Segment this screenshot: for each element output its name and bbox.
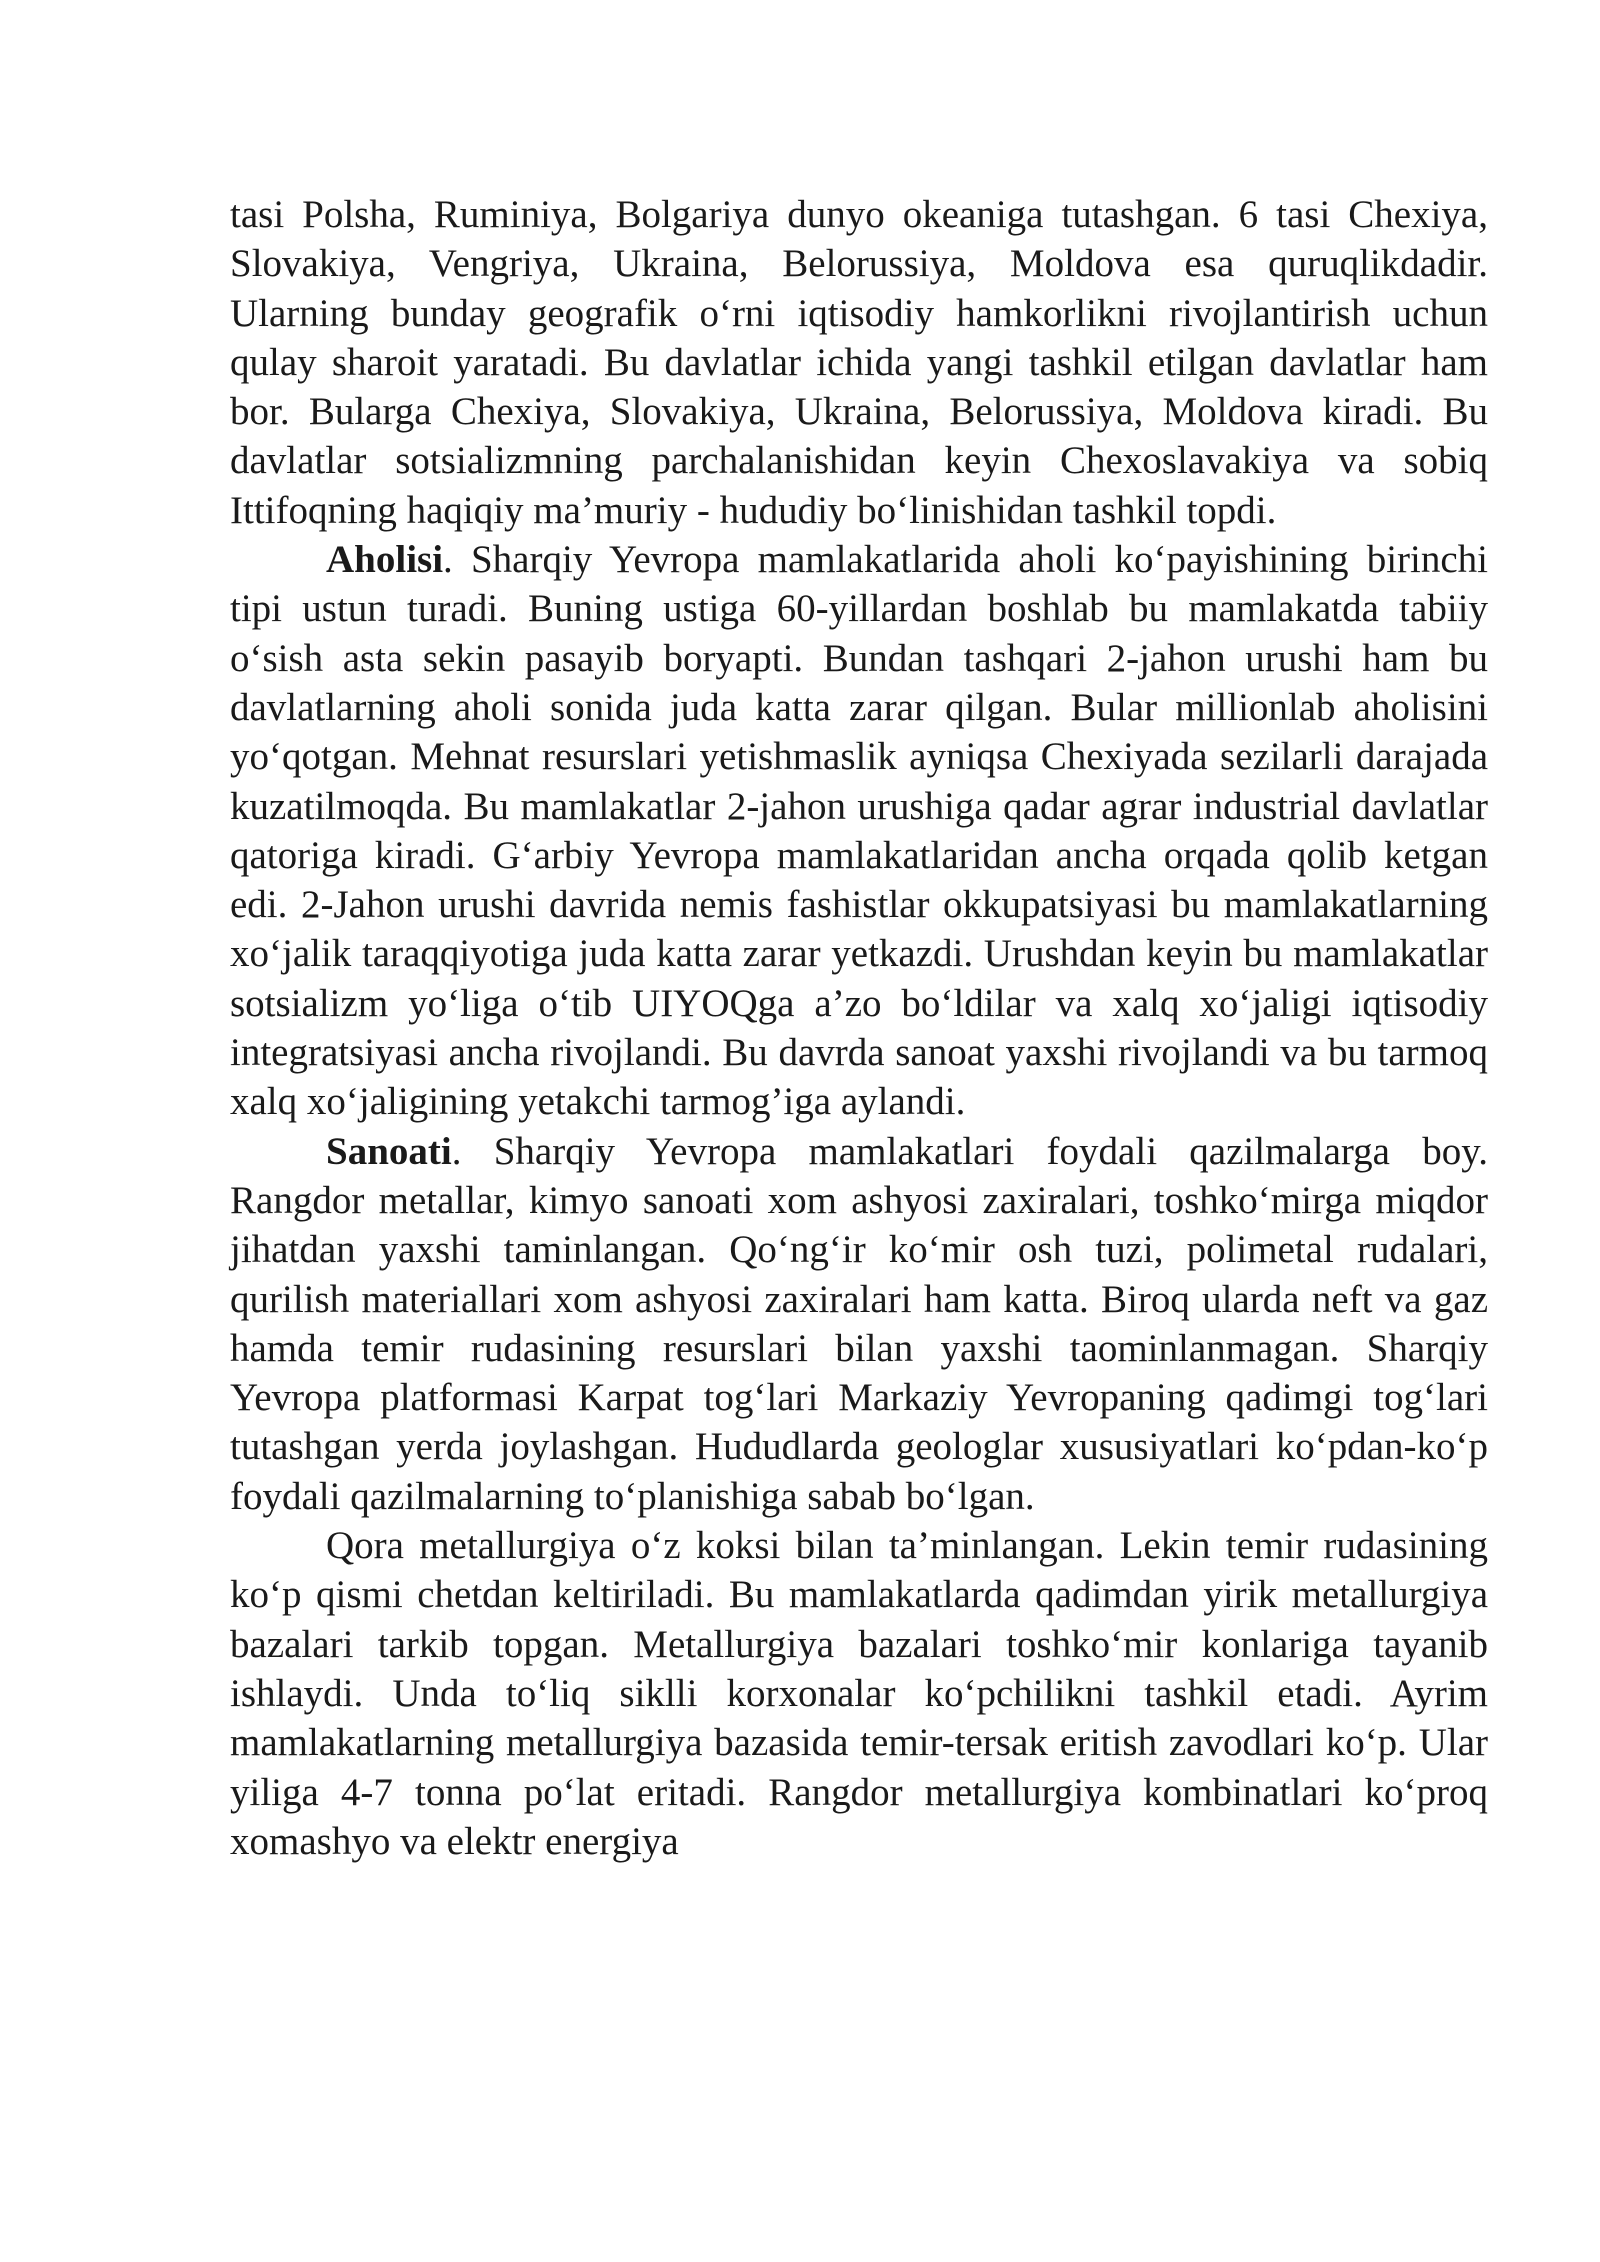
document-page — [230, 190, 1488, 1866]
section-heading-aholisi: Aholisi — [326, 538, 444, 582]
paragraph-qora-metallurgiya: Qora metallurgiya o‘z koksi bilan ta’minlangan. Lekin temir rudasining ko‘p qismi chetdan keltiriladi. Bu mamlakatlarda qadimdan yirik metallurgiya bazalari tarkib topgan. Metallurgiya bazalari toshko‘mir konlariga tayanib ishlaydi. Unda to‘liq siklli korxonalar ko‘pchilikni tashkil etadi. Ayrim mamlakatlarning metallurgiya bazasida temir-tersak eritish zavodlari ko‘p. Ular yiliga 4-7 tonna po‘lat eritadi. Rangdor metallurgiya kombinatlari ko‘proq xomashyo va elektr energiya — [230, 1524, 1488, 1863]
paragraph-aholisi-text: . Sharqiy Yevropa mamlakatlarida aholi ko‘payishining birinchi tipi ustun turadi. Buning ustiga 60-yillardan boshlab bu mamlakatda tabiiy o‘sish asta sekin pasayib boryapti. Bundan tashqari 2-jahon urushi ham bu davlatlarning aholi sonida juda katta zarar qilgan. Bular millionlab aholisini yo‘qotgan. Mehnat resurslari yetishmaslik ayniqsa Chexiyada sezilarli darajada kuzatilmoqda. Bu mamlakatlar 2-jahon urushiga qadar agrar industrial davlatlar qatoriga kiradi. G‘arbiy Yevropa mamlakatlaridan ancha orqada qolib ketgan edi. 2-Jahon urushi davrida nemis fashistlar okkupatsiyasi bu mamlakatlarning xo‘jalik taraqqiyotiga juda katta zarar yetkazdi. Urushdan keyin bu mamlakatlar sotsializm yo‘liga o‘tib UIYOQga a’zo bo‘ldilar va xalq xo‘jaligi iqtisodiy integratsiyasi ancha rivojlandi. Bu davrda sanoat yaxshi rivojlandi va bu tarmoq xalq xo‘jaligining yetakchi tarmog’iga aylandi. — [230, 538, 1488, 1124]
section-heading-sanoati: Sanoati — [326, 1129, 452, 1173]
paragraph-intro: tasi Polsha, Ruminiya, Bolgariya dunyo okeaniga tutashgan. 6 tasi Chexiya, Slovakiya, Vengriya, Ukraina, Belorussiya, Moldova esa quruqlikdadir. Ularning bunday geografik o‘rni iqtisodiy hamkorlikni rivojlantirish uchun qulay sharoit yaratadi. Bu davlatlar ichida yangi tashkil etilgan davlatlar ham bor. Bularga Chexiya, Slovakiya, Ukraina, Belorussiya, Moldova kiradi. Bu davlatlar sotsializmning parchalanishidan keyin Chexoslavakiya va sobiq Ittifoqning haqiqiy ma’muriy - hududiy bo‘linishidan tashkil topdi. — [230, 193, 1488, 532]
paragraph-aholisi — [230, 535, 1488, 1127]
paragraph-sanoati — [230, 1127, 1488, 1521]
paragraph-sanoati-text: . Sharqiy Yevropa mamlakatlari foydali qazilmalarga boy. Rangdor metallar, kimyo sanoati xom ashyosi zaxiralari, toshko‘mirga miqdor jihatdan yaxshi taminlangan. Qo‘ng‘ir ko‘mir osh tuzi, polimetal rudalari, qurilish materiallari xom ashyosi zaxiralari ham katta. Biroq ularda neft va gaz hamda temir rudasining resurslari bilan yaxshi taominlanmagan. Sharqiy Yevropa platformasi Karpat tog‘lari Markaziy Yevropaning qadimgi tog‘lari tutashgan yerda joylashgan. Hududlarda geologlar xususiyatlari ko‘pdan-ko‘p foydali qazilmalarning to‘planishiga sabab bo‘lgan. — [230, 1129, 1488, 1518]
